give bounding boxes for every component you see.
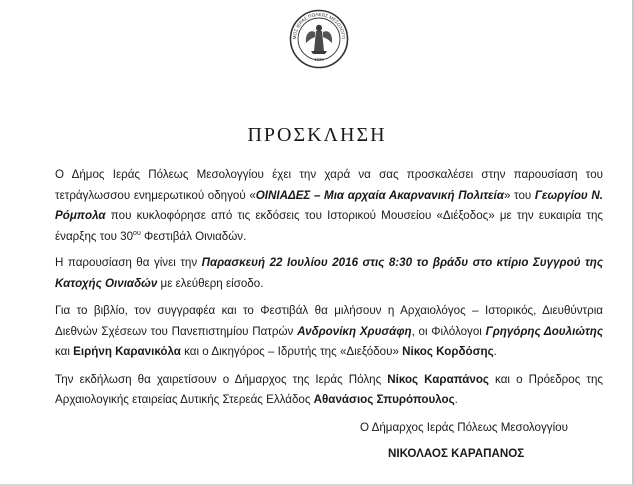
seal-legend: ΜΟΣ ΙΕΡΑΣ ΠΟΛΕΩΣ ΜΕΣΟΛΟΓΓΙ [291,11,347,40]
speaker-name: Ανδρονίκη Χρυσάφη [297,324,412,338]
municipal-seal-icon [289,9,349,69]
signature-title: Ο Δήμαρχος Ιεράς Πόλεως Μεσολογγίου [360,421,568,434]
paragraph-event-details: Η παρουσίαση θα γίνει την Παρασκευή 22 Ιουλίου 2016 στις 8:30 το βράδυ στο κτίριο Συγγρού της Κατοχής Οινιαδών με ελεύθερη είσοδο. [55,256,603,290]
signature-name: ΝΙΚΟΛΑΟΣ ΚΑΡΑΠΑΝΟΣ [388,447,525,460]
speaker-name: Ειρήνη Καρανικόλα [73,345,181,358]
speaker-name: Νίκος Κορδόσης [402,345,494,358]
paragraph-greetings: Την εκδήλωση θα χαιρετίσουν ο Δήμαρχος της Ιεράς Πόλης Νίκος Καραπάνος και ο Πρόεδρος της Αρχαιολογικής εταιρείας Δυτικής Στερεάς Ελλάδος Αθανάσιος Σπυρόπουλος. [55,372,603,406]
greeter-name: Νίκος Καραπάνος [387,372,489,386]
paragraph-intro: Ο Δήμος Ιεράς Πόλεως Μεσολογγίου έχει την χαρά να σας προσκαλέσει στην παρουσίαση του τετράγλωσσου ενημερωτικού οδηγού «ΟΙΝΙΑΔΕΣ – Μια αρχαία Ακαρνανική Πολιτεία» του Γεωργίου Ν. Ρόμπολα που κυκλοφόρησε από τις εκδόσεις του Ιστορικού Μουσείου «Διέξοδος» με την ευκαιρία της έναρξης του $30^{o\upsilon}$ Φεστιβάλ Οινιαδών. [55,168,603,243]
book-title: ΟΙΝΙΑΔΕΣ – Μια αρχαία Ακαρνανική Πολιτεία [255,188,504,202]
seal-year: 1826 [314,57,324,62]
greeter-name: Αθανάσιος Σπυρόπουλος [313,393,455,406]
ordinal-suffix: ου [133,229,141,237]
paragraph-speakers: Για το βιβλίο, τον συγγραφέα και το Φεστιβάλ θα μιλήσουν η Αρχαιολόγος – Ιστορικός, Διευθύντρια Διεθνών Σχέσεων του Πανεπιστημίου Πατρών Ανδρονίκη Χρυσάφη, οι Φιλόλογοι Γρηγόρης Δουλιώτης και Ειρήνη Καρανικόλα και ο Δικηγόρος – Ιδρυτής της «Διεξόδου» Νίκος Κορδόσης. [55,304,603,358]
page-title: ΠΡΟΣΚΛΗΣΗ [247,124,387,146]
invitation-body [55,165,603,419]
event-date-place: Παρασκευή 22 Ιουλίου 2016 στις 8:30 το βράδυ στο κτίριο Συγγρού της Κατοχής Οινιαδών [55,256,603,290]
author-name: Γεωργίου Ν. Ρόμπολα [55,188,603,222]
speaker-name: Γρηγόρης Δουλιώτης [485,324,603,338]
